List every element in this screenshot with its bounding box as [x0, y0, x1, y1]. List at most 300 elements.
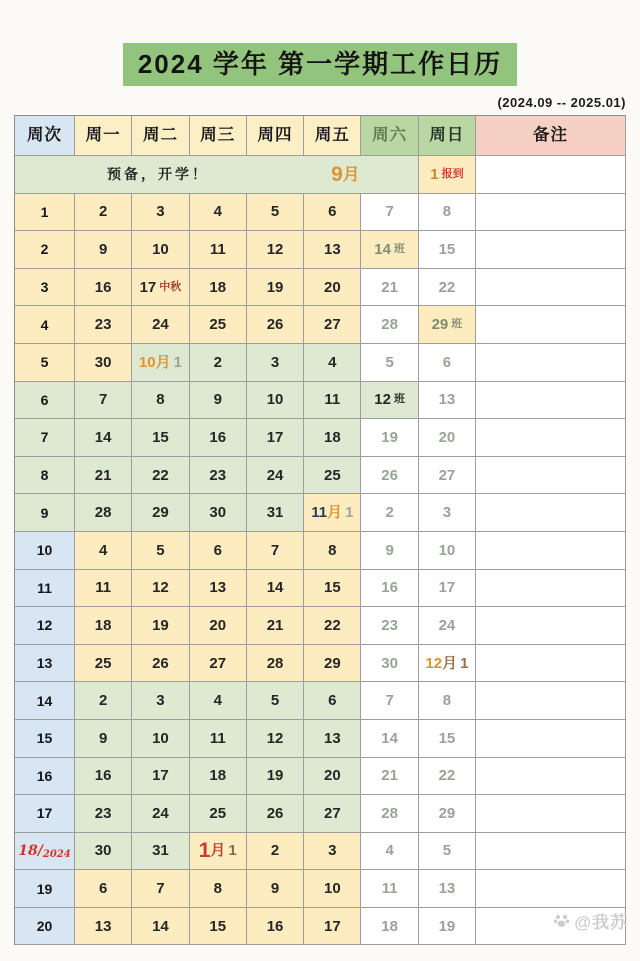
text-part: 16	[36, 767, 53, 784]
day-cell	[132, 269, 189, 307]
day-cell	[304, 532, 361, 570]
day-cell	[419, 645, 476, 683]
text-part: 21	[381, 767, 398, 785]
text-part: 22	[438, 767, 456, 785]
day-cell	[247, 419, 304, 457]
day-cell	[132, 570, 189, 608]
text-part: 11	[209, 729, 226, 747]
day-cell	[304, 833, 361, 871]
day-cell	[361, 532, 418, 570]
text-part: 2	[270, 842, 280, 860]
text-part: 26	[266, 804, 284, 822]
day-cell	[361, 833, 418, 871]
text-part: 3	[156, 203, 165, 221]
notes-cell	[476, 269, 626, 307]
day-cell	[361, 720, 418, 758]
text-part: 25	[209, 804, 227, 822]
text-part: 10	[323, 880, 341, 898]
day-cell	[132, 494, 189, 532]
text-part: 3	[328, 842, 337, 860]
text-part: 15	[323, 579, 341, 597]
text-part: 9	[331, 162, 343, 186]
text-part: 4	[213, 692, 222, 710]
text-part: 3	[40, 279, 49, 296]
notes-cell	[476, 194, 626, 232]
column-header-week: 周次	[15, 116, 75, 156]
notes-cell	[476, 720, 626, 758]
day-cell	[361, 494, 418, 532]
day-cell	[419, 382, 476, 420]
day-cell	[190, 419, 247, 457]
day-cell	[361, 306, 418, 344]
text-part: 13	[323, 240, 341, 258]
week-cell	[15, 758, 75, 796]
day-cell	[190, 607, 247, 645]
day-cell	[247, 194, 304, 232]
day-cell	[304, 720, 361, 758]
day-cell	[247, 532, 304, 570]
week-cell	[15, 682, 75, 720]
day-cell	[75, 607, 132, 645]
text-part: 12	[425, 654, 443, 672]
text-part: 25	[94, 654, 112, 672]
text-part: 1	[173, 353, 182, 371]
text-part: 27	[438, 466, 456, 484]
day-cell	[304, 870, 361, 908]
text-part: 5	[40, 354, 49, 371]
text-part: 1	[198, 839, 211, 863]
text-part: 21	[94, 466, 112, 484]
day-cell	[132, 382, 189, 420]
text-part: 8	[40, 467, 49, 484]
text-part: 4	[385, 842, 394, 860]
text-part: 29	[323, 654, 341, 672]
week-cell	[15, 344, 75, 382]
text-part: 23	[94, 316, 112, 334]
text-part: 22	[152, 466, 169, 484]
day-cell	[190, 494, 247, 532]
text-part: 15	[438, 729, 456, 747]
text-part: 2	[98, 692, 108, 710]
week-cell	[15, 833, 75, 871]
text-part: 8	[328, 541, 337, 559]
text-part: 6	[442, 353, 452, 371]
day-cell	[361, 682, 418, 720]
day-cell	[132, 457, 189, 495]
text-part: 30	[209, 504, 227, 522]
notes-cell	[476, 607, 626, 645]
notes-cell	[476, 156, 626, 194]
text-part: 5	[385, 353, 394, 371]
notes-cell	[476, 532, 626, 570]
text-part: 13	[209, 579, 227, 597]
day-cell	[247, 231, 304, 269]
day-cell	[132, 758, 189, 796]
day-cell	[304, 682, 361, 720]
day-cell	[419, 457, 476, 495]
text-part: 15	[209, 917, 227, 935]
text-part: 23	[209, 466, 227, 484]
column-header-sun: 周日	[419, 116, 476, 156]
column-header-mon: 周一	[75, 116, 132, 156]
text-part: 20	[36, 918, 53, 935]
notes-cell	[476, 382, 626, 420]
text-part: 28	[381, 804, 398, 822]
day-cell	[304, 645, 361, 683]
text-part: 21	[266, 616, 284, 634]
text-part: 14	[36, 692, 53, 709]
text-part: 18/	[18, 842, 43, 859]
text-part: 17	[36, 805, 53, 822]
text-part: 14	[94, 428, 112, 446]
text-part: 30	[94, 842, 112, 860]
day-cell	[190, 344, 247, 382]
text-part: 15	[152, 428, 169, 446]
day-cell	[304, 419, 361, 457]
day-cell	[419, 720, 476, 758]
day-cell	[247, 344, 304, 382]
day-cell	[361, 344, 418, 382]
text-part: 19	[152, 616, 169, 634]
day-cell	[361, 269, 418, 307]
text-part: 2	[385, 504, 394, 522]
week-cell	[15, 720, 75, 758]
text-part: 29	[438, 804, 456, 822]
text-part: 13	[438, 880, 456, 898]
day-cell	[361, 795, 418, 833]
day-cell	[190, 870, 247, 908]
text-part: 11	[324, 391, 341, 409]
text-part: 13	[36, 655, 53, 672]
text-part: 月	[210, 842, 226, 860]
day-cell	[75, 419, 132, 457]
notes-cell	[476, 795, 626, 833]
day-cell	[190, 570, 247, 608]
day-cell	[132, 194, 189, 232]
day-cell	[419, 194, 476, 232]
column-header-fri: 周五	[304, 116, 361, 156]
text-part: 月	[442, 654, 458, 672]
text-part: 中秋	[159, 280, 182, 293]
day-cell	[190, 833, 247, 871]
text-part: 7	[156, 880, 165, 898]
text-part: 8	[156, 391, 165, 409]
week-cell	[15, 231, 75, 269]
text-part: 3	[270, 353, 280, 371]
text-part: 6	[328, 692, 337, 710]
text-part: 1	[430, 165, 439, 183]
text-part: 4	[98, 541, 108, 559]
week-cell	[15, 795, 75, 833]
day-cell	[247, 682, 304, 720]
text-part: 4	[328, 353, 337, 371]
day-cell	[75, 532, 132, 570]
text-part: 20	[323, 767, 341, 785]
text-part: 19	[266, 278, 284, 296]
day-cell	[190, 720, 247, 758]
day-cell	[190, 532, 247, 570]
week-cell	[15, 908, 75, 946]
text-part: 7	[98, 391, 108, 409]
day-cell	[361, 607, 418, 645]
day-cell	[419, 344, 476, 382]
week-cell	[15, 382, 75, 420]
day-cell	[247, 269, 304, 307]
day-cell	[361, 194, 418, 232]
text-part: 11	[381, 880, 398, 898]
week-cell	[15, 306, 75, 344]
text-part: 16	[94, 767, 112, 785]
day-cell	[304, 231, 361, 269]
day-cell	[247, 645, 304, 683]
day-cell	[419, 833, 476, 871]
text-part: 20	[438, 428, 456, 446]
day-cell	[75, 720, 132, 758]
week-cell	[15, 494, 75, 532]
day-cell	[190, 382, 247, 420]
banner-month	[331, 164, 360, 185]
text-part: 29	[152, 504, 169, 522]
text-part: 12	[374, 391, 391, 409]
banner-sunday-cell	[419, 156, 476, 194]
day-cell	[247, 870, 304, 908]
text-part: 6	[213, 541, 222, 559]
day-cell	[361, 382, 418, 420]
text-part: 29	[431, 316, 449, 334]
notes-cell	[476, 682, 626, 720]
text-part: 11	[37, 579, 52, 596]
text-part: 9	[385, 541, 394, 559]
day-cell	[304, 457, 361, 495]
day-cell	[75, 570, 132, 608]
column-header-tue: 周二	[132, 116, 189, 156]
text-part: 20	[323, 278, 341, 296]
day-cell	[247, 306, 304, 344]
day-cell	[190, 758, 247, 796]
day-cell	[361, 457, 418, 495]
text-part: 14	[374, 240, 391, 258]
watermark	[553, 908, 628, 933]
text-part: 17	[139, 278, 157, 296]
day-cell	[75, 682, 132, 720]
text-part: 5	[270, 203, 280, 221]
text-part: 27	[209, 654, 227, 672]
day-cell	[419, 269, 476, 307]
text-part: 班	[393, 242, 405, 255]
text-part: 10	[36, 542, 53, 559]
text-part: 月	[342, 164, 360, 184]
week-cell	[15, 269, 75, 307]
day-cell	[132, 532, 189, 570]
day-cell	[75, 795, 132, 833]
text-part: 24	[152, 804, 169, 822]
day-cell	[75, 758, 132, 796]
text-part: 10	[138, 353, 156, 371]
day-cell	[361, 419, 418, 457]
column-header-wed: 周三	[190, 116, 247, 156]
column-header-thu: 周四	[247, 116, 304, 156]
text-part: 9	[213, 391, 222, 409]
text-part: 7	[385, 203, 394, 221]
day-cell	[190, 231, 247, 269]
notes-cell	[476, 344, 626, 382]
text-part: 10	[438, 541, 456, 559]
text-part: 27	[323, 804, 341, 822]
text-part: 19	[36, 880, 53, 897]
text-part: 11	[95, 579, 112, 597]
text-part: 1	[40, 203, 49, 220]
day-cell	[75, 382, 132, 420]
day-cell	[75, 870, 132, 908]
text-part: 1	[460, 654, 469, 672]
text-part: 班	[393, 393, 405, 406]
text-part: 6	[98, 880, 108, 898]
day-cell	[419, 532, 476, 570]
week-cell	[15, 532, 75, 570]
watermark-text: @我苏	[574, 913, 628, 932]
text-part: 10	[152, 729, 169, 747]
paw-icon	[553, 912, 570, 929]
day-cell	[361, 645, 418, 683]
text-part: 18	[381, 917, 398, 935]
week-cell	[15, 194, 75, 232]
day-cell	[190, 306, 247, 344]
week-cell	[15, 419, 75, 457]
text-part: 2024	[42, 849, 71, 861]
text-part: 月	[327, 504, 343, 522]
day-cell	[304, 795, 361, 833]
text-part: 5	[270, 692, 280, 710]
text-part: 26	[152, 654, 169, 672]
text-part: 6	[40, 391, 49, 408]
day-cell	[132, 682, 189, 720]
day-cell	[132, 419, 189, 457]
day-cell	[75, 908, 132, 946]
column-header-sat: 周六	[361, 116, 418, 156]
text-part: 24	[266, 466, 284, 484]
day-cell	[304, 908, 361, 946]
text-part: 26	[266, 316, 284, 334]
day-cell	[361, 870, 418, 908]
day-cell	[419, 570, 476, 608]
day-cell	[304, 382, 361, 420]
text-part: 13	[94, 917, 112, 935]
text-part: 30	[381, 654, 398, 672]
text-part: 14	[266, 579, 284, 597]
day-cell	[361, 231, 418, 269]
text-part: 4	[40, 316, 49, 333]
day-cell	[419, 758, 476, 796]
day-cell	[419, 419, 476, 457]
day-cell	[361, 758, 418, 796]
text-part: 8	[442, 203, 452, 221]
day-cell	[132, 870, 189, 908]
text-part: 20	[209, 616, 227, 634]
text-part: 19	[381, 428, 398, 446]
date-range: (2024.09 -- 2025.01)	[497, 94, 626, 110]
text-part: 17	[266, 428, 284, 446]
day-cell	[361, 908, 418, 946]
month-banner	[15, 156, 419, 194]
text-part: 2	[98, 203, 108, 221]
text-part: 16	[266, 917, 284, 935]
text-part: 16	[209, 428, 227, 446]
day-cell	[247, 494, 304, 532]
calendar-table	[14, 115, 626, 946]
day-cell	[419, 682, 476, 720]
day-cell	[190, 194, 247, 232]
day-cell	[132, 231, 189, 269]
text-part: 9	[98, 240, 108, 258]
day-cell	[247, 758, 304, 796]
text-part: 18	[209, 278, 227, 296]
day-cell	[75, 344, 132, 382]
text-part: 1	[345, 504, 354, 522]
text-part: 28	[266, 654, 284, 672]
text-part: 24	[438, 616, 456, 634]
day-cell	[304, 306, 361, 344]
day-cell	[419, 494, 476, 532]
text-part: 11	[311, 504, 328, 522]
day-cell	[190, 645, 247, 683]
text-part: 18	[323, 428, 341, 446]
text-part: 15	[36, 730, 53, 747]
day-cell	[190, 908, 247, 946]
day-cell	[304, 570, 361, 608]
column-header-notes: 备注	[476, 116, 626, 156]
day-cell	[247, 457, 304, 495]
text-part: 6	[328, 203, 337, 221]
day-cell	[132, 607, 189, 645]
day-cell	[247, 795, 304, 833]
text-part: 19	[266, 767, 284, 785]
day-cell	[247, 607, 304, 645]
text-part: 31	[152, 842, 169, 860]
day-cell	[304, 607, 361, 645]
text-part: 4	[213, 203, 222, 221]
notes-cell	[476, 306, 626, 344]
notes-cell	[476, 758, 626, 796]
text-part: 28	[381, 316, 398, 334]
text-part: 7	[385, 692, 394, 710]
text-part: 22	[438, 278, 456, 296]
day-cell	[247, 382, 304, 420]
text-part: 12	[36, 617, 53, 634]
week-cell	[15, 457, 75, 495]
text-part: 18	[94, 616, 112, 634]
text-part: 28	[94, 504, 112, 522]
text-part: 26	[381, 466, 398, 484]
text-part: 9	[270, 880, 280, 898]
day-cell	[75, 457, 132, 495]
text-part: 12	[152, 579, 169, 597]
day-cell	[419, 795, 476, 833]
notes-cell	[476, 870, 626, 908]
day-cell	[75, 269, 132, 307]
text-part: 27	[323, 316, 341, 334]
day-cell	[304, 758, 361, 796]
day-cell	[419, 908, 476, 946]
text-part: 17	[323, 917, 341, 935]
notes-cell	[476, 833, 626, 871]
title-bar	[0, 0, 640, 86]
text-part: 9	[98, 729, 108, 747]
text-part: 2	[213, 353, 222, 371]
notes-cell	[476, 457, 626, 495]
day-cell	[132, 306, 189, 344]
text-part: 25	[209, 316, 227, 334]
day-cell	[304, 494, 361, 532]
